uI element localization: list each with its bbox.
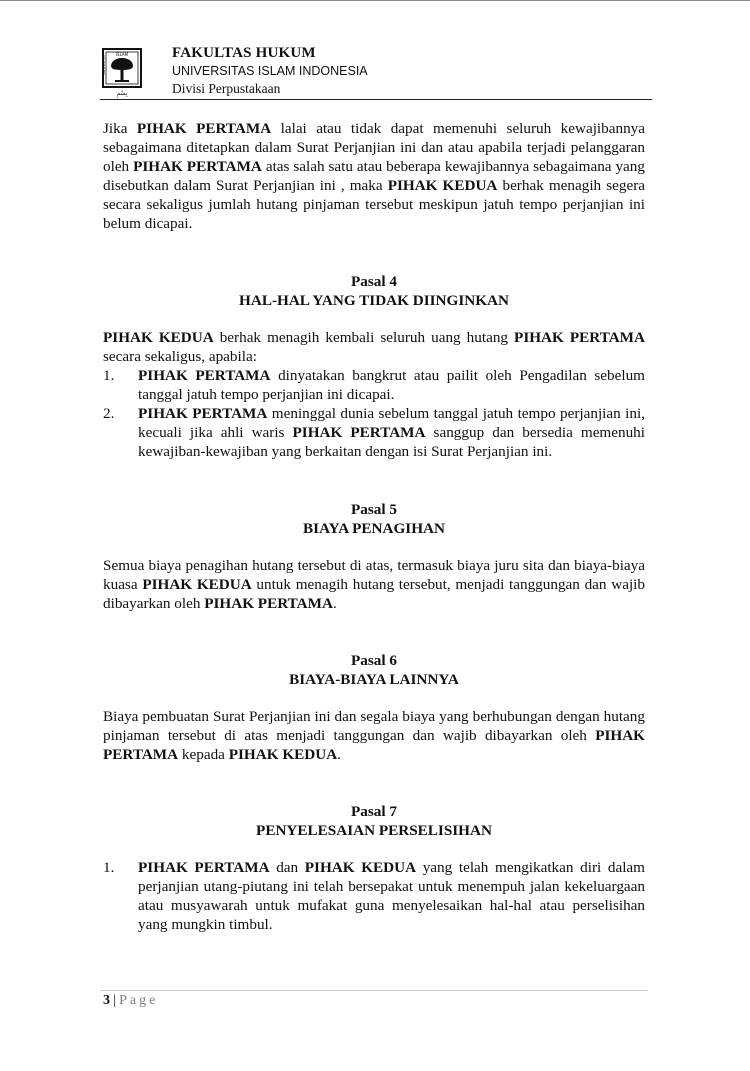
pasal-4-list [103, 366, 645, 461]
letterhead [100, 44, 652, 100]
pasal-5-body [103, 556, 645, 613]
pasal-4-lead [103, 328, 645, 366]
text-run: kepada [178, 746, 229, 763]
svg-text:بِسْمِ: بِسْمِ [116, 90, 128, 97]
pasal-5-heading [103, 500, 645, 538]
pasal-4-title: Pasal 4 [351, 273, 397, 290]
text-run: atas salah satu atau beberapa kewajibannya sebagaimana yang disebutkan dalam Surat Perjanjian ini , maka [103, 158, 645, 194]
text-run: Semua biaya penagihan hutang tersebut di atas, termasuk biaya juru sita dan biaya-biaya kuasa [103, 557, 645, 593]
text-run: lalai atau tidak dapat memenuhi seluruh kewajibannya sebagaimana ditetapkan dalam Surat Perjanjian ini dan atau apabila terjadi pelanggaran oleh [103, 120, 645, 175]
text-run: dan [269, 859, 305, 876]
text-run: sanggup dan bersedia memenuhi kewajiban-kewajiban yang berkaitan dengan isi Surat Perjanjian ini. [138, 424, 645, 460]
intro-paragraph [103, 119, 645, 233]
faculty-name: FAKULTAS HUKUM [172, 45, 316, 61]
svg-text:INDONESIA: INDONESIA [138, 56, 143, 73]
party-name: PIHAK PERTAMA [103, 727, 645, 763]
pasal-5-subtitle: BIAYA PENAGIHAN [303, 520, 445, 537]
party-name: PIHAK KEDUA [142, 576, 252, 593]
university-name: UNIVERSITAS ISLAM INDONESIA [172, 64, 368, 78]
pasal-7-title: Pasal 7 [351, 803, 397, 820]
footer-divider [100, 990, 648, 991]
party-name: PIHAK PERTAMA [138, 405, 268, 422]
header-divider [100, 99, 652, 100]
text-run: Biaya pembuatan Surat Perjanjian ini dan segala biaya yang berhubungan dengan hutang pinjaman tersebut di atas menjadi tanggungan dan wajib dibayarkan oleh [103, 708, 645, 744]
list-item: 1. PIHAK PERTAMA dan PIHAK KEDUA yang telah mengikatkan diri dalam perjanjian utang-piutang ini telah bersepakat untuk menempuh jalan kekeluargaan atau musyawarah untuk mufakat guna menyelesaikan hal-hal atau perselisihan yang mungkin timbul. [103, 859, 645, 933]
footer-separator: | [113, 993, 117, 1008]
party-name: PIHAK KEDUA [228, 746, 338, 763]
division-name: Divisi Perpustakaan [172, 81, 281, 96]
text-run: . [337, 746, 341, 763]
page-footer [103, 992, 158, 1010]
text-run: meninggal dunia sebelum tanggal jatuh tempo perjanjian ini, kecuali jika ahli waris [138, 405, 646, 441]
text-run: Jika [103, 120, 137, 137]
page-number: 3 [103, 993, 110, 1008]
list-item: 2. PIHAK PERTAMA meninggal dunia sebelum tanggal jatuh tempo perjanjian ini, kecuali jika ahli waris PIHAK PERTAMA sanggup dan bersedia memenuhi kewajiban-kewajiban yang berkaitan dengan isi Surat Perjanjian ini. [103, 405, 646, 460]
text-run: untuk menagih hutang tersebut, menjadi tanggungan dan wajib dibayarkan oleh [103, 576, 645, 612]
top-border-line [0, 0, 750, 1]
party-name: PIHAK PERTAMA [138, 859, 270, 876]
pasal-4-heading [103, 272, 645, 310]
party-name: PIHAK KEDUA [304, 859, 417, 876]
pasal-6-body [103, 707, 645, 764]
pasal-6-subtitle: BIAYA-BIAYA LAINNYA [289, 671, 459, 688]
party-name: PIHAK PERTAMA [138, 367, 271, 384]
pasal-7-heading [103, 802, 645, 840]
party-name: PIHAK KEDUA [103, 329, 214, 346]
pasal-4-subtitle: HAL-HAL YANG TIDAK DIINGINKAN [239, 292, 509, 309]
university-logo-icon [100, 46, 144, 98]
party-name: PIHAK PERTAMA [204, 595, 333, 612]
svg-text:UNIVERSITAS: UNIVERSITAS [101, 55, 106, 75]
document-body [103, 119, 645, 934]
text-run: berhak menagih kembali seluruh uang hutang [213, 329, 515, 346]
page-label: Page [119, 993, 159, 1008]
pasal-6-heading [103, 651, 645, 689]
party-name: PIHAK PERTAMA [514, 329, 645, 346]
party-name: PIHAK PERTAMA [133, 158, 262, 175]
text-run: dinyatakan bangkrut atau pailit oleh Pengadilan sebelum tanggal jatuh tempo perjanjian ini dicapai. [138, 367, 645, 403]
text-run: berhak menagih segera secara sekaligus jumlah hutang pinjaman tersebut meskipun jatuh tempo perjanjian ini belum dicapai. [103, 177, 645, 232]
party-name: PIHAK KEDUA [387, 177, 498, 194]
text-run: . [332, 595, 337, 612]
party-name: PIHAK PERTAMA [292, 424, 426, 441]
pasal-7-subtitle: PENYELESAIAN PERSELISIHAN [256, 822, 492, 839]
svg-text:ISLAM: ISLAM [115, 52, 129, 57]
pasal-6-title: Pasal 6 [351, 652, 397, 669]
text-run: secara sekaligus, apabila: [103, 348, 257, 365]
text-run: yang telah mengikatkan diri dalam perjanjian utang-piutang ini telah bersepakat untuk menempuh jalan kekeluargaan atau musyawarah untuk mufakat guna menyelesaikan hal-hal atau perselisihan yang mungkin timbul. [138, 859, 645, 933]
pasal-7-list [103, 858, 645, 934]
pasal-5-title: Pasal 5 [351, 501, 397, 518]
list-item: 1. PIHAK PERTAMA dinyatakan bangkrut atau pailit oleh Pengadilan sebelum tanggal jatuh tempo perjanjian ini dicapai. [103, 367, 645, 403]
party-name: PIHAK PERTAMA [136, 120, 272, 137]
